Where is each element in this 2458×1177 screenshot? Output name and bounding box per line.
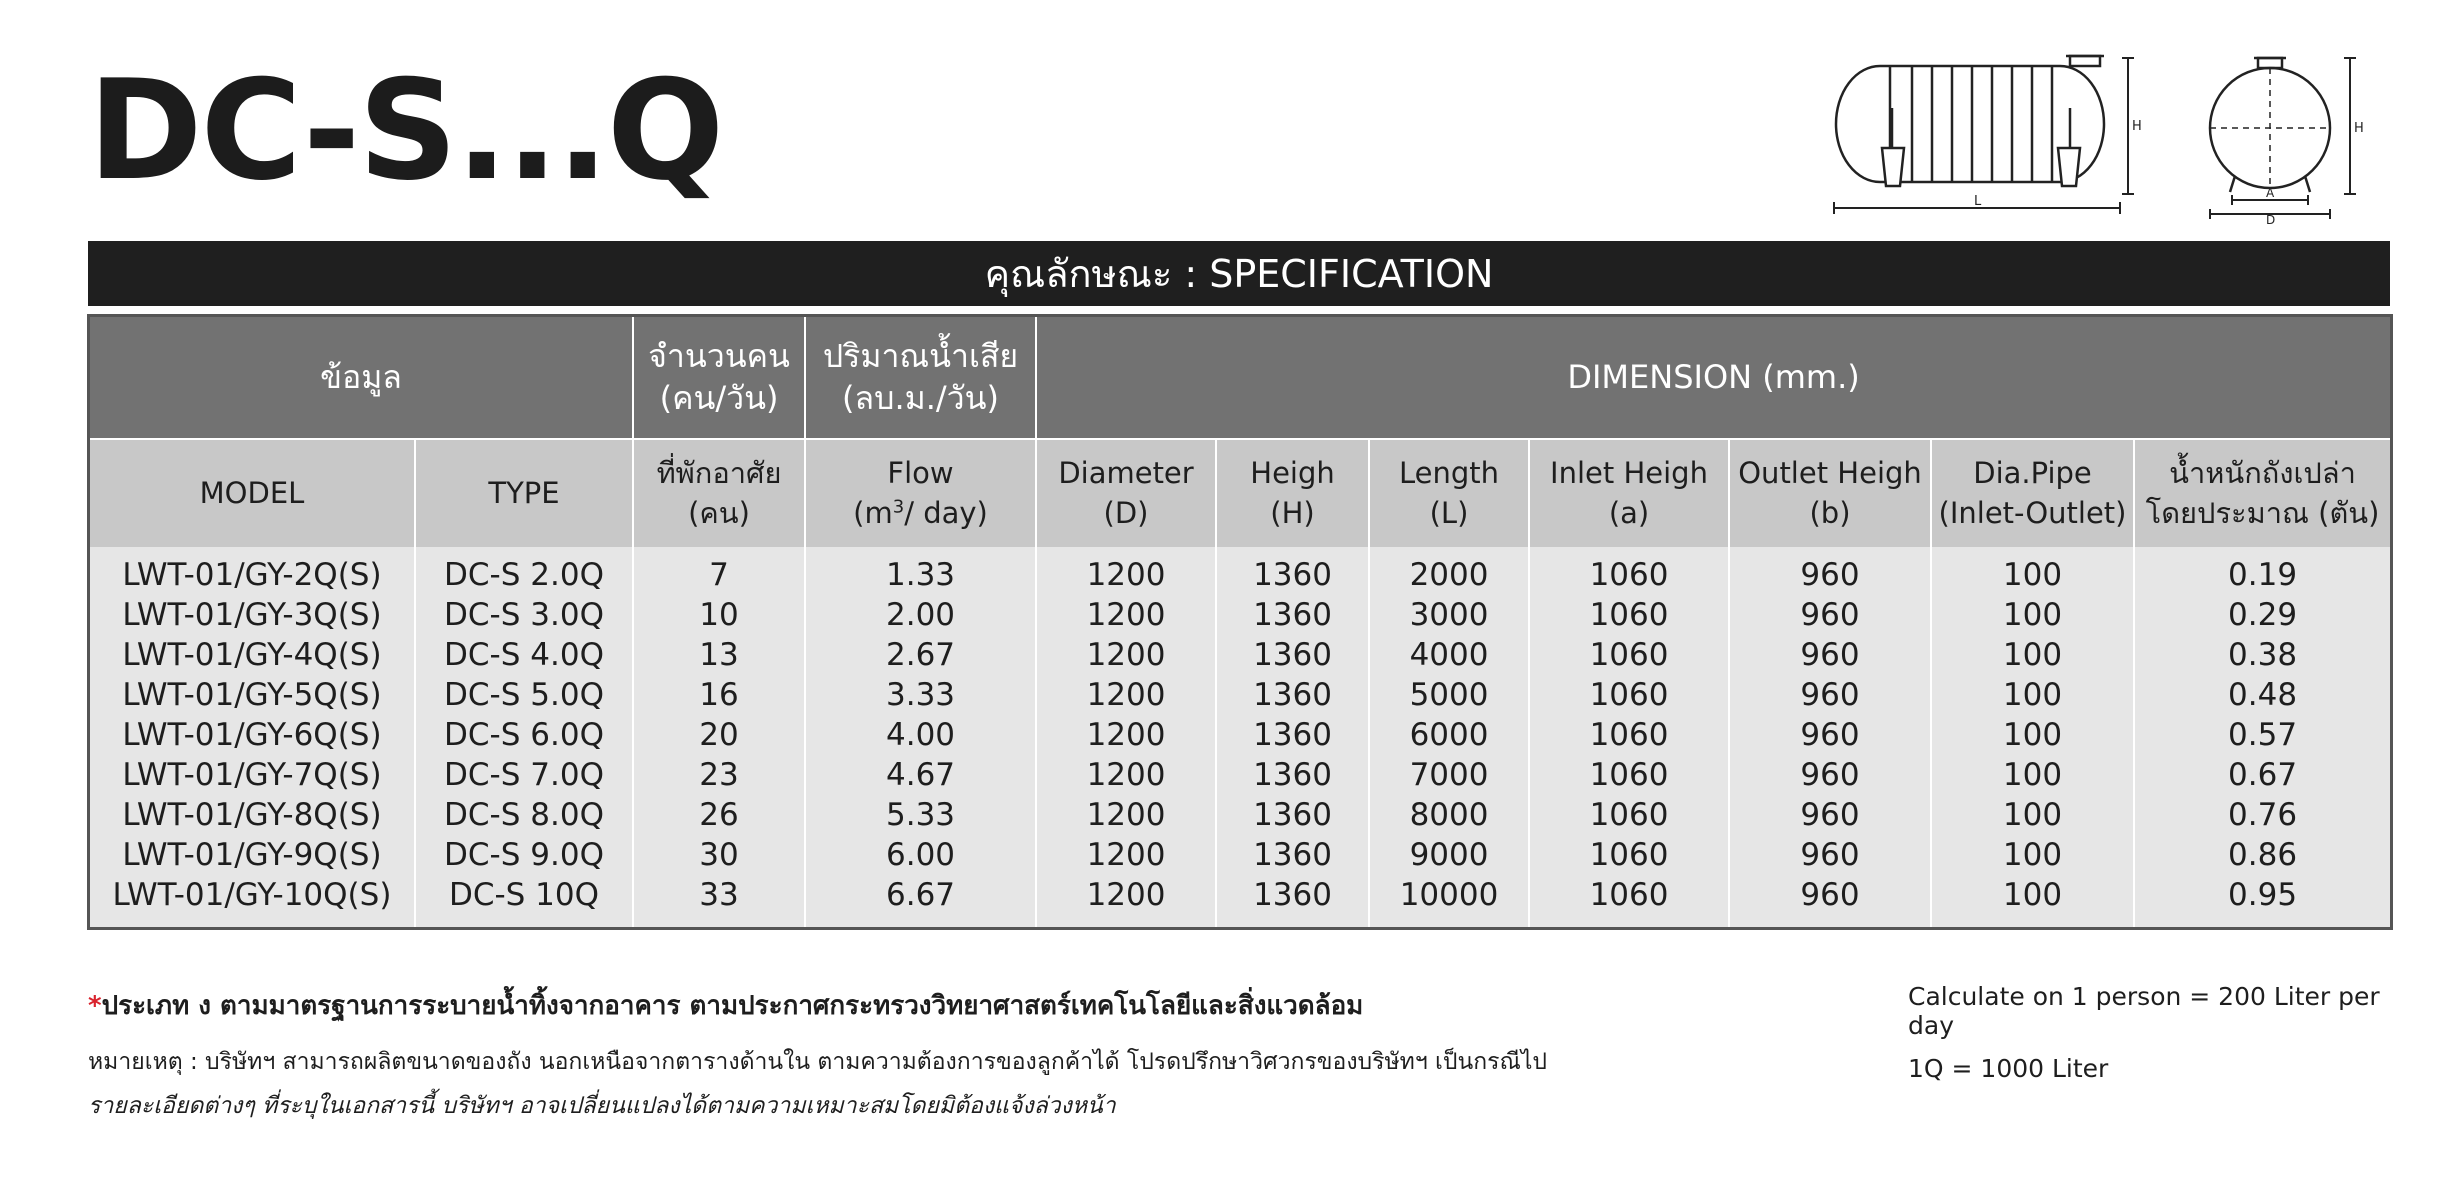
pipe-cell: 100 <box>1931 547 2134 595</box>
outlet-cell: 960 <box>1729 875 1931 927</box>
flow-column-header: Flow ($m^3/$ day) <box>805 439 1036 547</box>
table-row <box>90 795 2390 835</box>
table-row <box>90 635 2390 675</box>
outlet-cell: 960 <box>1729 715 1931 755</box>
specification-label: คุณลักษณะ : SPECIFICATION <box>984 252 1494 296</box>
group-header-row <box>90 317 2390 439</box>
outlet-cell: 960 <box>1729 675 1931 715</box>
side-l-label: L <box>1974 194 1982 209</box>
pipe-cell: 100 <box>1931 795 2134 835</box>
weight-cell: 0.67 <box>2134 755 2390 795</box>
specification-table <box>90 317 2390 927</box>
diameter-cell: 1200 <box>1036 795 1216 835</box>
length-cell: 2000 <box>1369 547 1529 595</box>
type-cell: DC-S 2.0Q <box>415 547 633 595</box>
flow-cell: 6.00 <box>805 835 1036 875</box>
outlet-cell: 960 <box>1729 547 1931 595</box>
end-h-label: H <box>2354 121 2364 136</box>
people-cell: 13 <box>633 635 805 675</box>
tank-diagram <box>1820 48 2380 228</box>
heigh-cell: 1360 <box>1216 715 1369 755</box>
table-row <box>90 875 2390 927</box>
outlet-heigh-column-header: Outlet Heigh (b) <box>1729 439 1931 547</box>
heigh-cell: 1360 <box>1216 755 1369 795</box>
remark-note: หมายเหตุ : บริษัทฯ สามารถผลิตขนาดของถัง นอกเหนือจากตารางด้านใน ตามความต้องการของลูกค้าได้ โปรดปรึกษาวิศวกรของบริษัทฯ เป็นกรณีไป <box>88 1049 1548 1075</box>
residents-column-header: ที่พักอาศัย (คน) <box>633 439 805 547</box>
type-cell: DC-S 3.0Q <box>415 595 633 635</box>
weight-cell: 0.57 <box>2134 715 2390 755</box>
model-cell: LWT-01/GY-5Q(S) <box>90 675 415 715</box>
table-row <box>90 755 2390 795</box>
flow-cell: 6.67 <box>805 875 1036 927</box>
end-d-label: D <box>2266 213 2276 227</box>
length-cell: 8000 <box>1369 795 1529 835</box>
people-cell: 7 <box>633 547 805 595</box>
people-cell: 20 <box>633 715 805 755</box>
heigh-cell: 1360 <box>1216 635 1369 675</box>
table-row <box>90 715 2390 755</box>
flow-cell: 4.00 <box>805 715 1036 755</box>
weight-cell: 0.48 <box>2134 675 2390 715</box>
outlet-cell: 960 <box>1729 755 1931 795</box>
type-cell: DC-S 4.0Q <box>415 635 633 675</box>
wastewater-group-header: ปริมาณน้ำเสีย (ลบ.ม./วัน) <box>805 317 1036 439</box>
people-cell: 10 <box>633 595 805 635</box>
calculation-note <box>1908 982 2388 1097</box>
pipe-cell: 100 <box>1931 635 2134 675</box>
inlet-cell: 1060 <box>1529 795 1729 835</box>
flow-cell: 4.67 <box>805 755 1036 795</box>
model-cell: LWT-01/GY-2Q(S) <box>90 547 415 595</box>
model-column-header: MODEL <box>90 439 415 547</box>
footnotes <box>88 985 1788 1132</box>
diameter-column-header: Diameter (D) <box>1036 439 1216 547</box>
weight-cell: 0.38 <box>2134 635 2390 675</box>
type-cell: DC-S 9.0Q <box>415 835 633 875</box>
inlet-cell: 1060 <box>1529 715 1729 755</box>
diameter-cell: 1200 <box>1036 715 1216 755</box>
weight-cell: 0.19 <box>2134 547 2390 595</box>
heigh-cell: 1360 <box>1216 875 1369 927</box>
info-group-header: ข้อมูล <box>90 317 633 439</box>
heigh-cell: 1360 <box>1216 547 1369 595</box>
pipe-cell: 100 <box>1931 755 2134 795</box>
weight-column-header: น้ำหนักถังเปล่า โดยประมาณ (ตัน) <box>2134 439 2390 547</box>
length-cell: 3000 <box>1369 595 1529 635</box>
inlet-cell: 1060 <box>1529 755 1729 795</box>
diameter-cell: 1200 <box>1036 595 1216 635</box>
heigh-cell: 1360 <box>1216 835 1369 875</box>
specification-bar <box>88 241 2390 306</box>
weight-cell: 0.76 <box>2134 795 2390 835</box>
outlet-cell: 960 <box>1729 595 1931 635</box>
type-cell: DC-S 10Q <box>415 875 633 927</box>
dimension-group-header: DIMENSION (mm.) <box>1036 317 2390 439</box>
flow-cell: 5.33 <box>805 795 1036 835</box>
type-cell: DC-S 5.0Q <box>415 675 633 715</box>
people-cell: 33 <box>633 875 805 927</box>
people-cell: 16 <box>633 675 805 715</box>
weight-cell: 0.86 <box>2134 835 2390 875</box>
model-cell: LWT-01/GY-10Q(S) <box>90 875 415 927</box>
calc-basis: Calculate on 1 person = 200 Liter per day <box>1908 982 2380 1040</box>
end-view-diagram <box>2210 58 2356 219</box>
table-row <box>90 595 2390 635</box>
length-column-header: Length (L) <box>1369 439 1529 547</box>
table-row <box>90 835 2390 875</box>
model-cell: LWT-01/GY-7Q(S) <box>90 755 415 795</box>
table-row <box>90 675 2390 715</box>
people-cell: 23 <box>633 755 805 795</box>
type-cell: DC-S 8.0Q <box>415 795 633 835</box>
inlet-cell: 1060 <box>1529 547 1729 595</box>
flow-cell: 2.67 <box>805 635 1036 675</box>
heigh-cell: 1360 <box>1216 675 1369 715</box>
pipe-cell: 100 <box>1931 595 2134 635</box>
flow-cell: 1.33 <box>805 547 1036 595</box>
heigh-cell: 1360 <box>1216 595 1369 635</box>
outlet-cell: 960 <box>1729 635 1931 675</box>
length-cell: 4000 <box>1369 635 1529 675</box>
column-header-row <box>90 439 2390 547</box>
outlet-cell: 960 <box>1729 795 1931 835</box>
table-row <box>90 547 2390 595</box>
length-cell: 7000 <box>1369 755 1529 795</box>
pipe-cell: 100 <box>1931 675 2134 715</box>
inlet-cell: 1060 <box>1529 835 1729 875</box>
length-cell: 9000 <box>1369 835 1529 875</box>
inlet-heigh-column-header: Inlet Heigh (a) <box>1529 439 1729 547</box>
diameter-cell: 1200 <box>1036 635 1216 675</box>
diameter-cell: 1200 <box>1036 875 1216 927</box>
inlet-cell: 1060 <box>1529 675 1729 715</box>
weight-cell: 0.29 <box>2134 595 2390 635</box>
people-group-header: จำนวนคน (คน/วัน) <box>633 317 805 439</box>
heigh-column-header: Heigh (H) <box>1216 439 1369 547</box>
model-cell: LWT-01/GY-8Q(S) <box>90 795 415 835</box>
inlet-cell: 1060 <box>1529 875 1729 927</box>
dia-pipe-column-header: Dia.Pipe (Inlet-Outlet) <box>1931 439 2134 547</box>
side-h-label: H <box>2132 119 2142 134</box>
heigh-cell: 1360 <box>1216 795 1369 835</box>
type-cell: DC-S 7.0Q <box>415 755 633 795</box>
people-cell: 30 <box>633 835 805 875</box>
type-column-header: TYPE <box>415 439 633 547</box>
flow-cell: 2.00 <box>805 595 1036 635</box>
model-cell: LWT-01/GY-6Q(S) <box>90 715 415 755</box>
model-cell: LWT-01/GY-3Q(S) <box>90 595 415 635</box>
model-cell: LWT-01/GY-4Q(S) <box>90 635 415 675</box>
pipe-cell: 100 <box>1931 875 2134 927</box>
pipe-cell: 100 <box>1931 715 2134 755</box>
inlet-cell: 1060 <box>1529 635 1729 675</box>
people-cell: 26 <box>633 795 805 835</box>
diameter-cell: 1200 <box>1036 547 1216 595</box>
weight-cell: 0.95 <box>2134 875 2390 927</box>
diameter-cell: 1200 <box>1036 755 1216 795</box>
length-cell: 6000 <box>1369 715 1529 755</box>
diameter-cell: 1200 <box>1036 675 1216 715</box>
disclaimer-note: รายละเอียดต่างๆ ที่ระบุในเอกสารนี้ บริษัทฯ อาจเปลี่ยนแปลงได้ตามความเหมาะสมโดยมิต้องแจ้งล่วงหน้า <box>88 1093 1116 1119</box>
pipe-cell: 100 <box>1931 835 2134 875</box>
inlet-cell: 1060 <box>1529 595 1729 635</box>
end-a-label: A <box>2266 186 2275 200</box>
diameter-cell: 1200 <box>1036 835 1216 875</box>
calc-unit: 1Q = 1000 Liter <box>1908 1054 2109 1083</box>
outlet-cell: 960 <box>1729 835 1931 875</box>
flow-cell: 3.33 <box>805 675 1036 715</box>
type-cell: DC-S 6.0Q <box>415 715 633 755</box>
length-cell: 10000 <box>1369 875 1529 927</box>
length-cell: 5000 <box>1369 675 1529 715</box>
standard-note: *ประเภท ง ตามมาตรฐานการระบายน้ำทิ้งจากอาคาร ตามประกาศกระทรวงวิทยาศาสตร์เทคโนโลยีและสิ่งแวดล้อม <box>88 991 1364 1021</box>
model-cell: LWT-01/GY-9Q(S) <box>90 835 415 875</box>
page-title: DC-S...Q <box>88 50 723 211</box>
side-view-diagram <box>1834 56 2134 214</box>
